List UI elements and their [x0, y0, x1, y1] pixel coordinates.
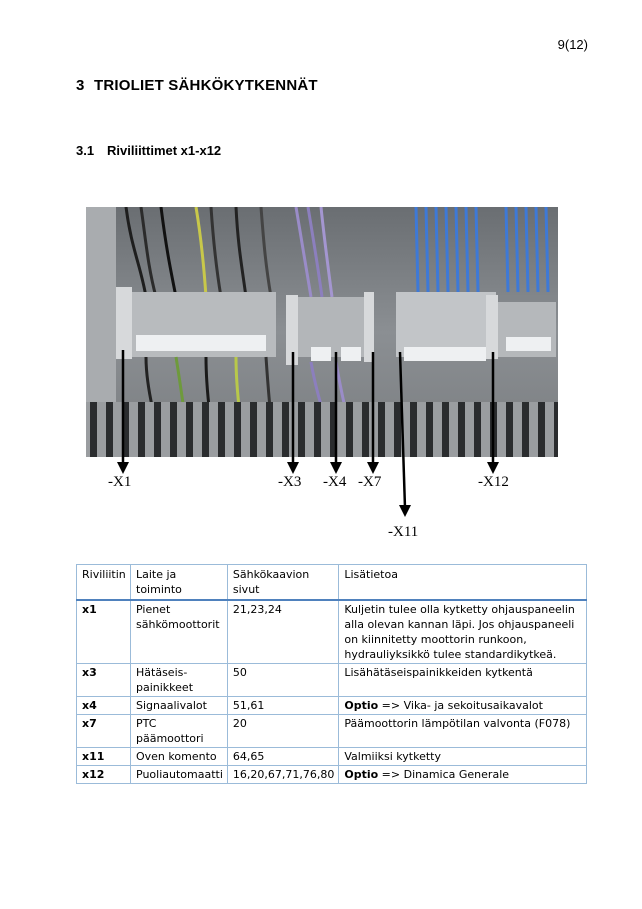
cell-pages: 21,23,24 — [227, 600, 338, 664]
cell-device: Hätäseis-painikkeet — [131, 664, 228, 697]
table-row — [77, 766, 587, 784]
info-text: Kuljetin tulee olla kytketty ohjauspaneelin alla olevan kannan läpi. Jos ohjauspaneeli on kiinnitetty moottorin runkoon, hydrauliyksikkö tulee standardikytkeä. — [344, 603, 575, 661]
subsection-title: Riviliittimet x1-x12 — [107, 143, 222, 158]
callout-x1: -X1 — [108, 474, 132, 490]
section-number: 3 — [76, 77, 85, 94]
cell-device: PTC päämoottori — [131, 715, 228, 748]
table-row — [77, 600, 587, 664]
terminal-table — [76, 564, 587, 784]
option-label: Optio — [344, 699, 379, 712]
cell-pages: 51,61 — [227, 697, 338, 715]
cell-info — [339, 766, 587, 784]
cell-pages: 16,20,67,71,76,80 — [227, 766, 338, 784]
page-number: 9(12) — [557, 37, 588, 52]
info-text: Päämoottorin lämpötilan valvonta (F078) — [344, 717, 571, 730]
header-terminal: Riviliitin — [77, 565, 131, 601]
subsection-heading — [76, 143, 221, 158]
cell-device: Pienet sähkömoottorit — [131, 600, 228, 664]
info-text: => Vika- ja sekoitusaikavalot — [378, 699, 543, 712]
callout-x11: -X11 — [388, 524, 419, 540]
cell-terminal: x11 — [77, 748, 131, 766]
callout-x12: -X12 — [478, 474, 509, 490]
cell-info — [339, 748, 587, 766]
header-device: Laite ja toiminto — [131, 565, 228, 601]
callout-x3: -X3 — [278, 474, 302, 490]
cell-info — [339, 600, 587, 664]
section-heading — [76, 77, 318, 94]
table-row — [77, 697, 587, 715]
info-text: => Dinamica Generale — [378, 768, 510, 781]
cell-terminal: x3 — [77, 664, 131, 697]
table-row — [77, 748, 587, 766]
cell-terminal: x1 — [77, 600, 131, 664]
cell-device: Puoliautomaatti — [131, 766, 228, 784]
cell-terminal: x4 — [77, 697, 131, 715]
cell-info — [339, 664, 587, 697]
header-info: Lisätietoa — [339, 565, 587, 601]
table-row — [77, 715, 587, 748]
callout-x7: -X7 — [358, 474, 382, 490]
section-title: TRIOLIET SÄHKÖKYTKENNÄT — [94, 77, 318, 94]
cell-pages: 50 — [227, 664, 338, 697]
cell-terminal: x7 — [77, 715, 131, 748]
subsection-number: 3.1 — [76, 143, 95, 158]
cell-info — [339, 697, 587, 715]
option-label: Optio — [344, 768, 379, 781]
info-text: Lisähätäseispainikkeiden kytkentä — [344, 666, 533, 679]
callout-x4: -X4 — [323, 474, 347, 490]
info-text: Valmiiksi kytketty — [344, 750, 441, 763]
cell-pages: 64,65 — [227, 748, 338, 766]
cell-device: Oven komento — [131, 748, 228, 766]
table-header-row — [77, 565, 587, 601]
terminal-block-photo — [86, 207, 558, 457]
cell-pages: 20 — [227, 715, 338, 748]
header-pages: Sähkökaavion sivut — [227, 565, 338, 601]
cell-terminal: x12 — [77, 766, 131, 784]
cell-info — [339, 715, 587, 748]
table-row — [77, 664, 587, 697]
cell-device: Signaalivalot — [131, 697, 228, 715]
